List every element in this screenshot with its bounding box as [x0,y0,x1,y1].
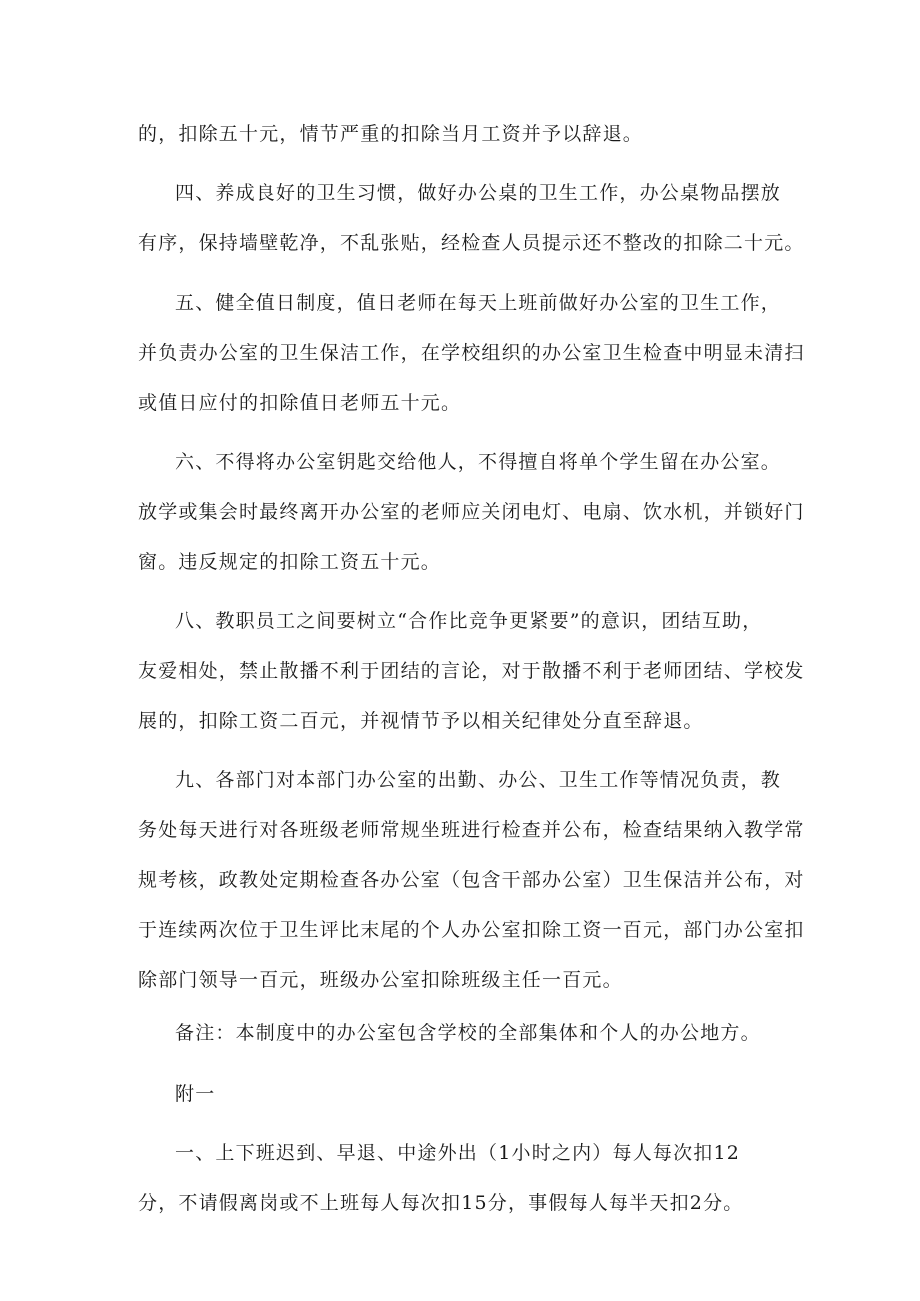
text-line: 的，扣除五十元，情节严重的扣除当月工资并予以辞退。 [138,123,644,145]
paragraph-9-line-4: 于连续两次位于卫生评比末尾的个人办公室扣除工资一百元，部门办公室扣 [138,919,805,941]
paragraph-9-line-5: 除部门领导一百元，班级办公室扣除班级主任一百元。 [138,969,623,991]
appendix-item-1-line-2: 分，不请假离岗或不上班每人每次扣15分，事假每人每半天扣2分。 [138,1192,744,1214]
paragraph-4-line-2: 有序，保持墙壁乾净，不乱张贴，经检查人员提示还不整改的扣除二十元。 [138,232,805,254]
paragraph-9-line-3: 规考核，政教处定期检查各办公室（包含干部办公室）卫生保洁并公布，对 [138,869,805,891]
appendix-heading: 附一 [175,1083,216,1105]
paragraph-5-line-1: 五、健全值日制度，值日老师在每天上班前做好办公室的卫生工作， [175,292,782,314]
paragraph-9-line-2: 务处每天进行对各班级老师常规坐班进行检查并公布，检查结果纳入教学常 [138,819,805,841]
paragraph-6-line-3: 窗。违反规定的扣除工资五十元。 [138,551,442,573]
paragraph-6-line-2: 放学或集会时最终离开办公室的老师应关闭电灯、电扇、饮水机，并锁好门 [138,501,805,523]
paragraph-8-line-2: 友爱相处，禁止散播不利于团结的言论，对于散播不利于老师团结、学校发 [138,660,805,682]
paragraph-5-line-3: 或值日应付的扣除值日老师五十元。 [138,392,462,414]
paragraph-4-line-1: 四、养成良好的卫生习惯，做好办公桌的卫生工作，办公桌物品摆放 [175,182,782,204]
note-line: 备注：本制度中的办公室包含学校的全部集体和个人的办公地方。 [175,1022,761,1044]
paragraph-5-line-2: 并负责办公室的卫生保洁工作，在学校组织的办公室卫生检查中明显未清扫 [138,342,805,364]
paragraph-8-line-3: 展的，扣除工资二百元，并视情节予以相关纪律处分直至辞退。 [138,710,704,732]
appendix-item-1-line-1: 一、上下班迟到、早退、中途外出（1小时之内）每人每次扣12 [175,1142,741,1164]
paragraph-6-line-1: 六、不得将办公室钥匙交给他人，不得擅自将单个学生留在办公室。 [175,451,782,473]
paragraph-9-line-1: 九、各部门对本部门办公室的出勤、办公、卫生工作等情况负责，教 [175,769,782,791]
paragraph-8-line-1: 八、教职员工之间要树立“合作比竞争更紧要”的意识，团结互助， [175,610,763,632]
